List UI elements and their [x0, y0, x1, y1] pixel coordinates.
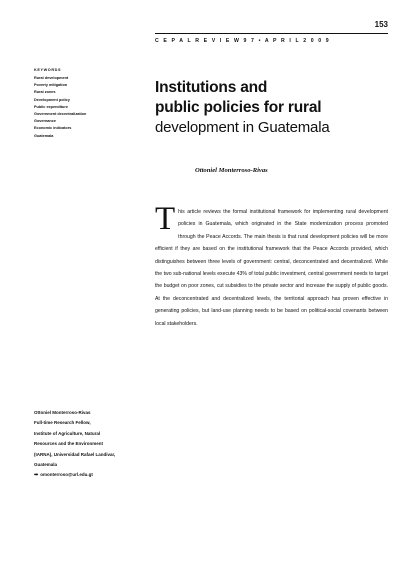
author-email[interactable]: omonterroso@url.edu.gt: [40, 472, 93, 478]
keywords-title: KEYWORDS: [34, 68, 62, 72]
arrow-right-icon: ➡: [34, 472, 39, 479]
title-line-1: Institutions and: [155, 79, 268, 96]
abstract-text: his article reviews the formal institutional framework for implementing rural development policies in Guatemala, which originated in the State modernization process promoted through the Peace Accords. The main thesis is that rural development policies will be more efficient if they are based on the institutional framework that the Peace Accords provided, which distinguishes between three levels of government: central, deconcentrated and decentralized. While the two sub-national levels execute 43% of total public investment, central government needs to target the budget on poor zones, cut subsidies to the private sector and increase the supply of public goods. At the deconcentrated and decentralized levels, the territorial approach has proven effective in generating policies, but land-use planning needs to be based on political-social covenants between local stakeholders.: [155, 209, 388, 327]
title-line-3: development in Guatemala: [155, 119, 330, 136]
keyword-item: Guatemala: [34, 133, 54, 138]
header-rule: [155, 33, 388, 34]
keyword-item: Rural development: [34, 76, 69, 80]
author-info-name: Ottoniel Monterroso-Rivas: [34, 410, 91, 415]
author-info-institute: Institute of Agriculture, Natural: [34, 430, 101, 436]
keyword-item: Development policy: [34, 97, 70, 102]
keyword-item: Economic indicators: [34, 126, 72, 131]
drop-cap: T: [155, 201, 176, 237]
author-info-position: Full-time Research Fellow,: [34, 420, 91, 426]
keyword-item: Poverty mitigation: [34, 83, 68, 88]
article-title: [155, 78, 395, 138]
title-line-2: public policies for rural: [155, 99, 322, 116]
keyword-item: Governance: [34, 119, 56, 124]
author-info-country: Guatemala: [34, 462, 58, 468]
page-number: 153: [374, 20, 388, 29]
abstract: [155, 201, 388, 330]
keywords-block: [34, 68, 134, 140]
keywords-list: [34, 75, 134, 140]
author-email-line: [34, 470, 149, 480]
author-info-university: (IARNA), Universidad Rafael Landivar,: [34, 451, 116, 457]
journal-header: C E P A L R E V I E W 9 7 • A P R I L 2 0 0 9: [155, 38, 331, 44]
author-info: [34, 408, 149, 481]
keyword-item: Government decentralization: [34, 112, 87, 117]
keyword-item: Rural zones: [34, 90, 56, 95]
author-info-institute-cont: Resources and the Environment: [34, 441, 104, 447]
keyword-item: Public expenditure: [34, 104, 68, 109]
author-name: Ottoniel Monterroso-Rivas: [195, 167, 268, 174]
